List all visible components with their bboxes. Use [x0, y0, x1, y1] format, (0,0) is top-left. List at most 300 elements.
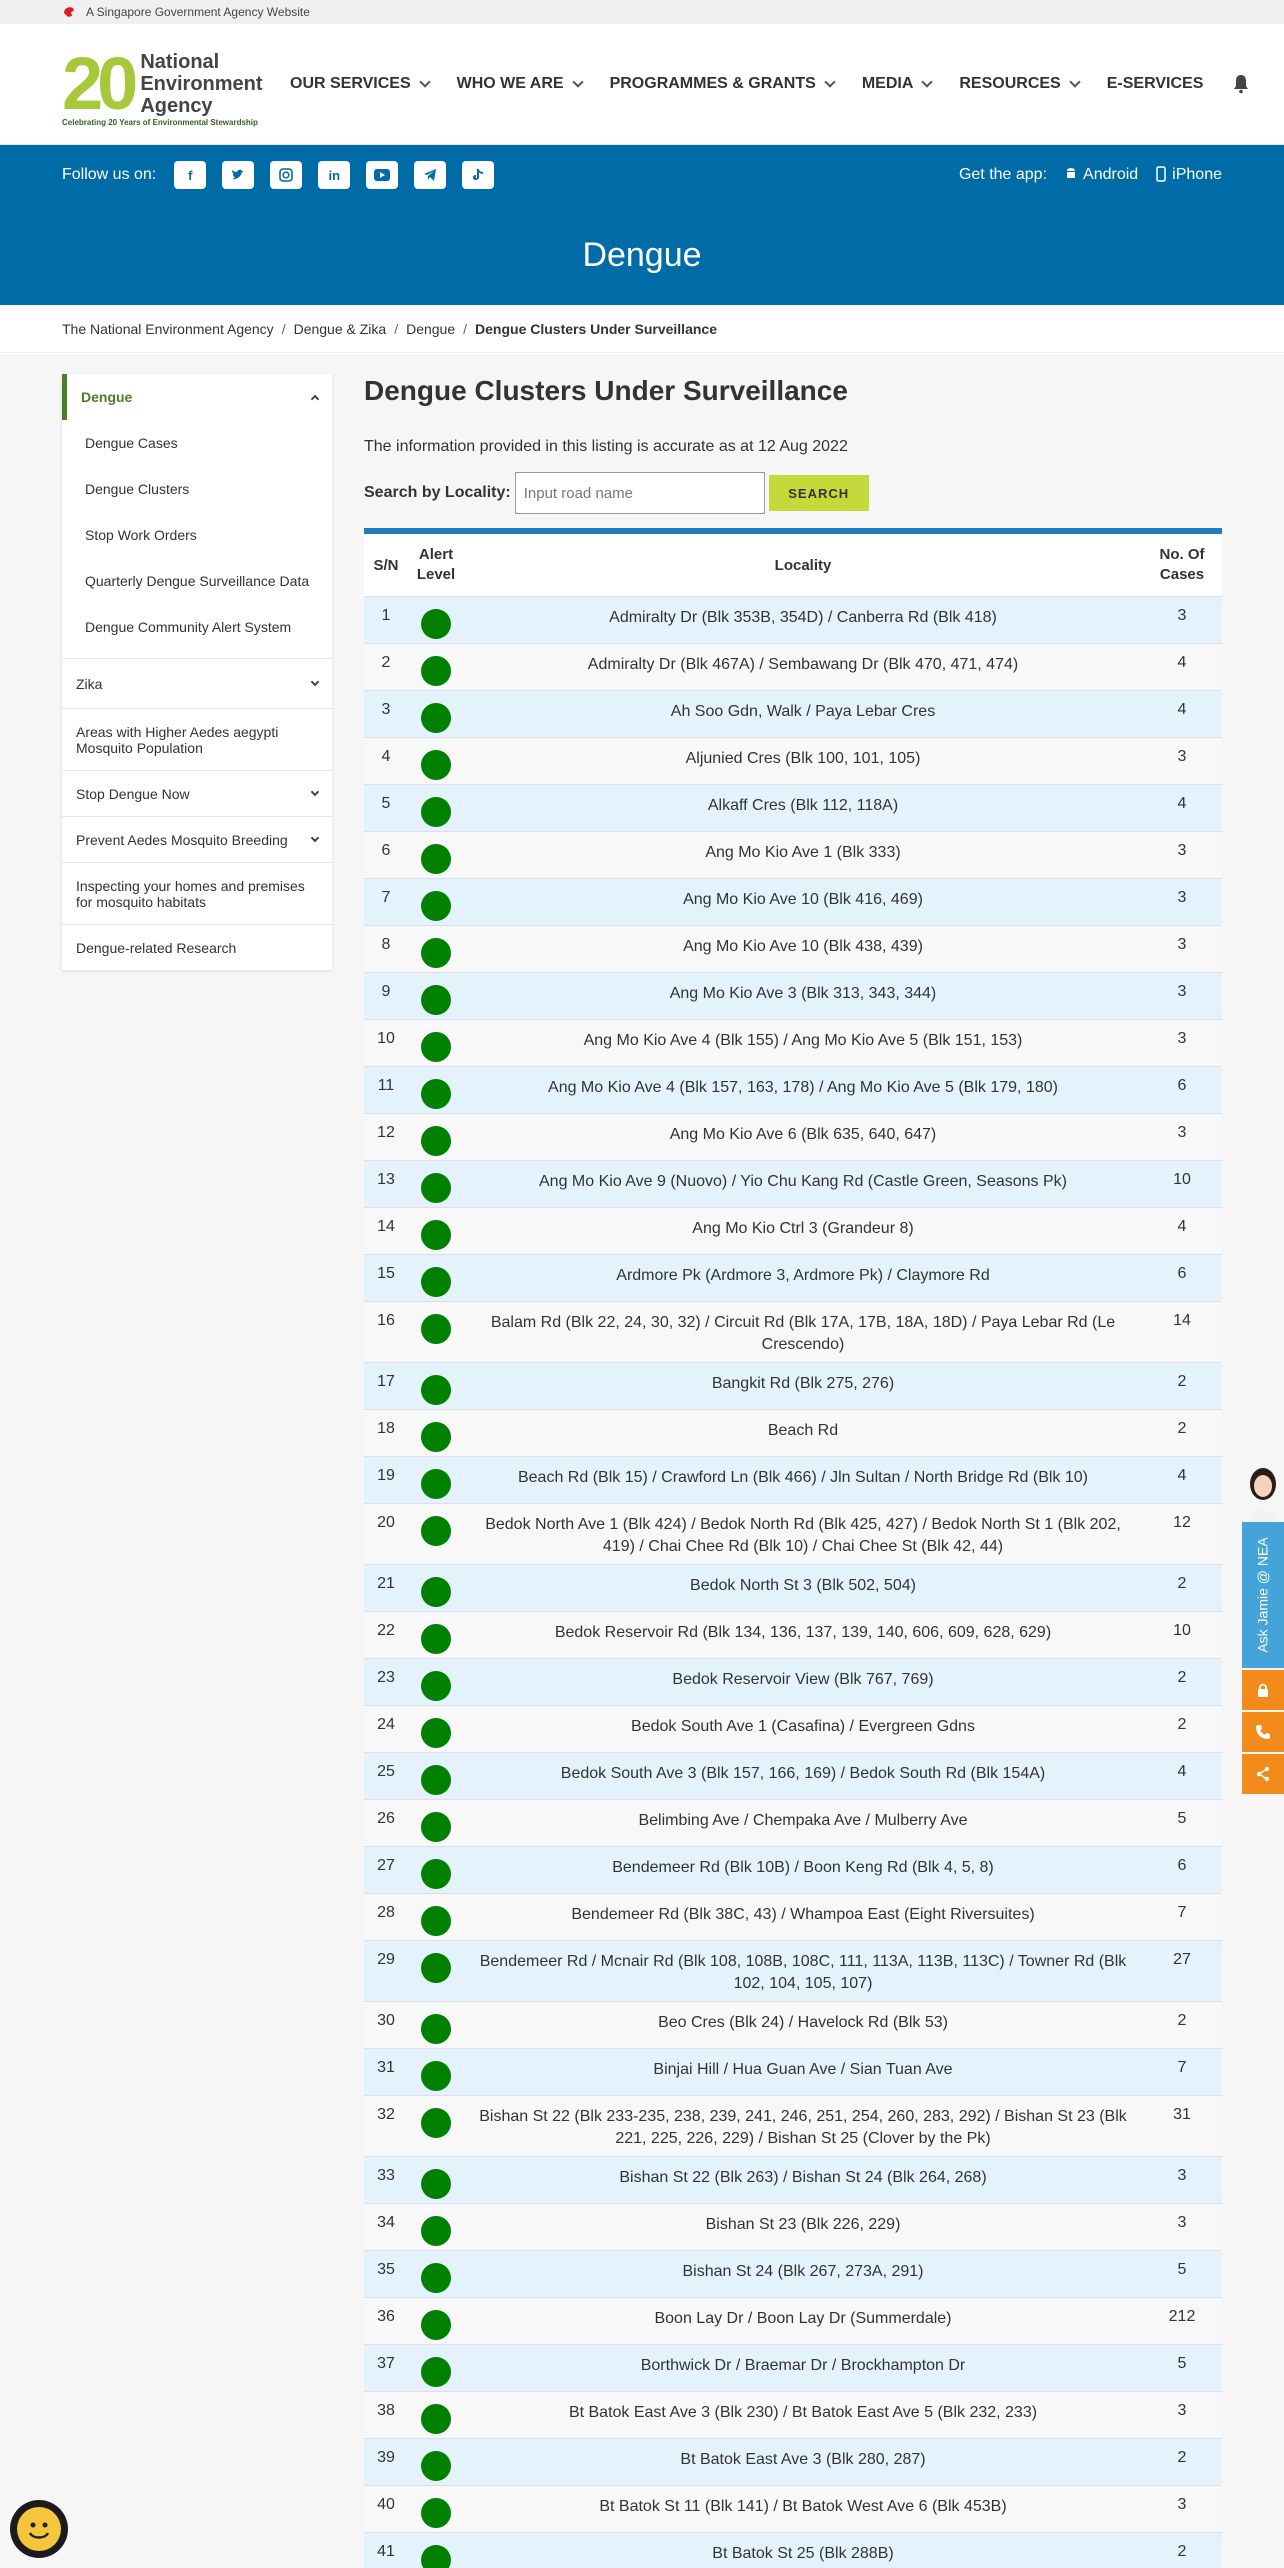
- alert-dot-icon: [421, 2216, 451, 2246]
- table-row: [364, 1564, 1222, 1611]
- cell-locality: Bendemeer Rd / Mcnair Rd (Blk 108, 108B, 108C, 111, 113A, 113B, 113C) / Towner Rd (Blk 102, 104, 105, 107): [479, 1953, 1127, 1992]
- alert-dot-icon: [421, 1469, 451, 1499]
- table-row: [364, 1940, 1222, 2001]
- alert-dot-icon: [421, 1671, 451, 1701]
- cell-cases: 2: [1177, 1420, 1187, 1437]
- cell-locality: Bishan St 22 (Blk 263) / Bishan St 24 (Blk 264, 268): [619, 2169, 987, 2186]
- chevron-down-icon: [311, 787, 319, 795]
- nav-who-we-are[interactable]: WHO WE ARE: [457, 75, 582, 93]
- sidebar-subitem[interactable]: Dengue Community Alert System: [85, 619, 292, 635]
- cell-alert-level: [408, 644, 464, 690]
- clusters-table: [364, 528, 1222, 2568]
- cell-cases: 2: [1177, 1373, 1187, 1390]
- cell-sn: 34: [377, 2214, 395, 2231]
- cell-cases: 14: [1173, 1312, 1191, 1329]
- sidebar-item-stop-dengue[interactable]: Stop Dengue Now: [62, 770, 332, 816]
- cell-locality: Belimbing Ave / Chempaka Ave / Mulberry Ave: [638, 1812, 968, 1829]
- cell-locality: Bedok North Ave 1 (Blk 424) / Bedok North Rd (Blk 425, 427) / Bedok North St 1 (Blk 202, 419) / Chai Chee Rd (Blk 10) / Chai Chee St (Blk 42, 44): [485, 1516, 1121, 1555]
- cell-locality: Bendemeer Rd (Blk 38C, 43) / Whampoa East (Eight Riversuites): [571, 1906, 1035, 1923]
- alert-dot-icon: [421, 1032, 451, 1062]
- cell-sn: 6: [381, 842, 391, 859]
- breadcrumb-current: Dengue Clusters Under Surveillance: [475, 320, 717, 337]
- cell-alert-level: [408, 1114, 464, 1160]
- cell-alert-level: [408, 973, 464, 1019]
- cell-sn: 4: [381, 748, 391, 765]
- cell-sn: 7: [381, 889, 391, 906]
- cell-alert-level: [408, 2533, 464, 2568]
- cell-cases: 3: [1177, 889, 1187, 906]
- table-row: [364, 1254, 1222, 1301]
- alert-dot-icon: [421, 891, 451, 921]
- table-row: [364, 2001, 1222, 2048]
- phone-icon: [1156, 166, 1166, 185]
- cell-alert-level: [408, 2298, 464, 2344]
- alert-dot-icon: [421, 2404, 451, 2434]
- cell-locality: Bedok Reservoir View (Blk 767, 769): [672, 1671, 934, 1688]
- alert-dot-icon: [421, 2545, 451, 2568]
- cell-locality: Bangkit Rd (Blk 275, 276): [711, 1375, 895, 1392]
- cell-alert-level: [408, 2096, 464, 2156]
- cell-cases: 4: [1177, 1467, 1187, 1484]
- cell-cases: 2: [1177, 1669, 1187, 1686]
- gov-masthead: [0, 0, 1284, 24]
- cell-cases: 10: [1173, 1622, 1191, 1639]
- cell-sn: 22: [377, 1622, 395, 1639]
- chevron-up-icon: [311, 395, 319, 403]
- alert-dot-icon: [421, 1859, 451, 1889]
- nav-programmes-grants[interactable]: PROGRAMMES & GRANTS: [610, 75, 834, 93]
- chevron-down-icon: [572, 76, 583, 87]
- table-row: [364, 1799, 1222, 1846]
- cell-alert-level: [408, 2439, 464, 2485]
- cell-alert-level: [408, 2002, 464, 2048]
- cell-sn: 29: [377, 1951, 395, 1968]
- cell-alert-level: [408, 1457, 464, 1503]
- cell-cases: 4: [1177, 1763, 1187, 1780]
- cell-sn: 12: [377, 1124, 395, 1141]
- chevron-down-icon: [311, 833, 319, 841]
- cell-locality: Bishan St 24 (Blk 267, 273A, 291): [682, 2263, 924, 2280]
- alert-dot-icon: [421, 1765, 451, 1795]
- cell-sn: 38: [377, 2402, 395, 2419]
- alert-dot-icon: [421, 2108, 451, 2138]
- cell-sn: 33: [377, 2167, 395, 2184]
- cell-locality: Binjai Hill / Hua Guan Ave / Sian Tuan Ave: [653, 2061, 953, 2078]
- instagram-icon[interactable]: [270, 161, 302, 189]
- ask-jamie-button[interactable]: Ask Jamie @ NEA: [1242, 1522, 1284, 1668]
- sidebar-item-research[interactable]: Dengue-related Research: [62, 924, 332, 970]
- sidebar-item-prevent-breeding[interactable]: Prevent Aedes Mosquito Breeding: [62, 816, 332, 862]
- header-alert-level: Alert Level: [416, 546, 456, 583]
- cell-cases: 3: [1177, 842, 1187, 859]
- cell-locality: Ah Soo Gdn, Walk / Paya Lebar Cres: [670, 703, 936, 720]
- chat-widget: [1242, 1464, 1284, 1794]
- table-row: [364, 1658, 1222, 1705]
- table-row: [364, 2048, 1222, 2095]
- cell-cases: 3: [1177, 1124, 1187, 1141]
- cell-alert-level: [408, 1847, 464, 1893]
- cell-locality: Bishan St 23 (Blk 226, 229): [705, 2216, 901, 2233]
- table-row: [364, 1503, 1222, 1564]
- cell-sn: 2: [381, 654, 391, 671]
- table-row: [364, 1207, 1222, 1254]
- cell-sn: 1: [381, 607, 391, 624]
- header-sn: S/N: [373, 556, 399, 574]
- smiley-icon: [17, 2507, 61, 2551]
- hero-banner: [0, 205, 1284, 305]
- cell-locality: Boon Lay Dr / Boon Lay Dr (Summerdale): [654, 2310, 952, 2327]
- avatar[interactable]: [1242, 1464, 1284, 1522]
- cell-alert-level: [408, 597, 464, 643]
- table-row: [364, 643, 1222, 690]
- alert-dot-icon: [421, 656, 451, 686]
- breadcrumb: The National Environment Agency / Dengue & Zika / Dengue / Dengue Clusters Under Surveillance: [0, 305, 1284, 353]
- alert-dot-icon: [421, 1577, 451, 1607]
- cell-cases: 2: [1177, 2543, 1187, 2560]
- cell-locality: Bt Batok East Ave 3 (Blk 230) / Bt Batok East Ave 5 (Blk 232, 233): [568, 2404, 1038, 2421]
- search-input[interactable]: [515, 472, 765, 514]
- search-button[interactable]: SEARCH: [769, 475, 869, 511]
- get-app-label: Get the app:: [958, 166, 1048, 183]
- cell-sn: 35: [377, 2261, 395, 2278]
- cell-locality: Beach Rd: [767, 1422, 839, 1439]
- cell-sn: 17: [377, 1373, 395, 1390]
- table-row: [364, 2156, 1222, 2203]
- cell-locality: Bt Batok St 25 (Blk 288B): [712, 2545, 894, 2562]
- cell-sn: 18: [377, 1420, 395, 1437]
- sidebar-subitem[interactable]: Dengue Cases: [85, 435, 178, 451]
- nea-logo[interactable]: [62, 39, 262, 129]
- nav-resources[interactable]: RESOURCES: [959, 75, 1078, 93]
- cell-cases: 3: [1177, 1030, 1187, 1047]
- logo-20: 20: [62, 42, 133, 125]
- cell-sn: 36: [377, 2308, 395, 2325]
- cell-sn: 31: [377, 2059, 395, 2076]
- cell-alert-level: [408, 1800, 464, 1846]
- cell-cases: 2: [1177, 2012, 1187, 2029]
- cell-cases: 7: [1177, 2059, 1187, 2076]
- cell-locality: Aljunied Cres (Blk 100, 101, 105): [685, 750, 921, 767]
- hero-title: Dengue: [582, 235, 702, 274]
- youtube-icon[interactable]: [366, 161, 398, 189]
- alert-dot-icon: [421, 750, 451, 780]
- table-row: [364, 1019, 1222, 1066]
- cell-alert-level: [408, 1255, 464, 1301]
- page-title: Dengue Clusters Under Surveillance: [364, 375, 848, 406]
- cell-locality: Bedok South Ave 1 (Casafina) / Evergreen Gdns: [631, 1718, 975, 1735]
- table-row: [364, 1846, 1222, 1893]
- phone-icon[interactable]: [1242, 1712, 1284, 1752]
- cell-sn: 5: [381, 795, 391, 812]
- cell-locality: Ang Mo Kio Ave 10 (Blk 438, 439): [683, 938, 923, 955]
- cell-cases: 4: [1177, 1218, 1187, 1235]
- alert-dot-icon: [421, 1422, 451, 1452]
- cell-sn: 23: [377, 1669, 395, 1686]
- cell-locality: Ang Mo Kio Ave 1 (Blk 333): [705, 844, 901, 861]
- cell-sn: 16: [377, 1312, 395, 1329]
- cell-locality: Bishan St 22 (Blk 233-235, 238, 239, 241, 246, 251, 254, 260, 283, 292) / Bishan St 23 (Blk 221, 225, 226, 229) / Bishan St 25 (Clover by the Pk): [479, 2108, 1127, 2147]
- cell-alert-level: [408, 1504, 464, 1564]
- cell-locality: Bedok South Ave 3 (Blk 157, 166, 169) / Bedok South Rd (Blk 154A): [560, 1765, 1046, 1782]
- cell-alert-level: [408, 926, 464, 972]
- cell-cases: 3: [1177, 607, 1187, 624]
- twitter-icon[interactable]: [222, 161, 254, 189]
- alert-dot-icon: [421, 2014, 451, 2044]
- alert-dot-icon: [421, 985, 451, 1015]
- bell-icon[interactable]: [1229, 72, 1253, 96]
- sidebar-item-dengue[interactable]: Dengue: [62, 374, 332, 420]
- header-locality: Locality: [774, 556, 832, 574]
- alert-dot-icon: [421, 1624, 451, 1654]
- sidebar-subitem[interactable]: Dengue Clusters: [85, 481, 190, 497]
- sidebar-subitem[interactable]: Quarterly Dengue Surveillance Data: [85, 573, 310, 589]
- cell-cases: 6: [1177, 1857, 1187, 1874]
- cell-sn: 21: [377, 1575, 395, 1592]
- breadcrumb-link[interactable]: Dengue: [406, 320, 456, 337]
- lock-icon[interactable]: [1242, 1670, 1284, 1710]
- cell-sn: 32: [377, 2106, 395, 2123]
- cell-sn: 11: [377, 1077, 395, 1094]
- cell-locality: Ang Mo Kio Ave 3 (Blk 313, 343, 344): [669, 985, 937, 1002]
- cell-cases: 3: [1177, 2496, 1187, 2513]
- chatbot-button[interactable]: [10, 2500, 68, 2558]
- sidebar-item-inspecting-homes[interactable]: Inspecting your homes and premises for mosquito habitats: [62, 862, 332, 924]
- alert-dot-icon: [421, 938, 451, 968]
- table-row: [364, 1705, 1222, 1752]
- header-cases: No. Of Cases: [1159, 546, 1205, 583]
- telegram-icon[interactable]: [414, 161, 446, 189]
- cell-sn: 3: [381, 701, 391, 718]
- cell-locality: Bedok Reservoir Rd (Blk 134, 136, 137, 139, 140, 606, 609, 628, 629): [554, 1624, 1052, 1641]
- search-label: Search by Locality:: [364, 484, 511, 501]
- cell-locality: Alkaff Cres (Blk 112, 118A): [707, 797, 899, 814]
- cell-sn: 15: [377, 1265, 395, 1282]
- sidebar-item-zika[interactable]: Zika: [62, 658, 332, 708]
- cell-sn: 9: [381, 983, 391, 1000]
- cell-locality: Ang Mo Kio Ave 4 (Blk 155) / Ang Mo Kio Ave 5 (Blk 151, 153): [583, 1032, 1023, 1049]
- cell-alert-level: [408, 2049, 464, 2095]
- alert-dot-icon: [421, 2061, 451, 2091]
- cell-sn: 14: [377, 1218, 395, 1235]
- logo-tagline: Celebrating 20 Years of Environmental Stewardship: [62, 118, 258, 127]
- cell-cases: 212: [1168, 2308, 1196, 2325]
- singapore-lion-icon: [62, 5, 76, 19]
- cell-locality: Balam Rd (Blk 22, 24, 30, 32) / Circuit Rd (Blk 17A, 17B, 18A, 18D) / Paya Lebar Rd (Le Crescendo): [490, 1314, 1116, 1353]
- cell-locality: Ang Mo Kio Ave 6 (Blk 635, 640, 647): [669, 1126, 937, 1143]
- cell-alert-level: [408, 1208, 464, 1254]
- table-row: [364, 1113, 1222, 1160]
- alert-dot-icon: [421, 844, 451, 874]
- cell-locality: Admiralty Dr (Blk 467A) / Sembawang Dr (Blk 470, 471, 474): [587, 656, 1019, 673]
- cell-alert-level: [408, 1020, 464, 1066]
- cell-cases: 5: [1177, 2355, 1187, 2372]
- cell-sn: 10: [377, 1030, 395, 1047]
- cell-cases: 3: [1177, 2167, 1187, 2184]
- cell-cases: 27: [1173, 1951, 1191, 1968]
- logo-text: National Environment Agency: [140, 51, 263, 117]
- chevron-down-icon: [419, 76, 430, 87]
- cell-alert-level: [408, 1565, 464, 1611]
- locality-search: [364, 472, 1222, 514]
- cell-cases: 4: [1177, 654, 1187, 671]
- table-row: [364, 2203, 1222, 2250]
- nav-e-services[interactable]: E-SERVICES: [1106, 75, 1204, 92]
- chevron-down-icon: [922, 76, 933, 87]
- cell-sn: 40: [377, 2496, 395, 2513]
- table-row: [364, 1362, 1222, 1409]
- cell-sn: 13: [377, 1171, 395, 1188]
- table-row: [364, 972, 1222, 1019]
- cell-sn: 37: [377, 2355, 395, 2372]
- table-row: [364, 1456, 1222, 1503]
- cell-alert-level: [408, 2204, 464, 2250]
- table-row: [364, 831, 1222, 878]
- site-header: [0, 24, 1284, 145]
- cell-cases: 4: [1177, 701, 1187, 718]
- table-row: [364, 1409, 1222, 1456]
- table-row: [364, 925, 1222, 972]
- cell-cases: 5: [1177, 1810, 1187, 1827]
- cell-sn: 30: [377, 2012, 395, 2029]
- alert-dot-icon: [421, 1906, 451, 1936]
- table-row: [364, 2532, 1222, 2568]
- cell-locality: Borthwick Dr / Braemar Dr / Brockhampton Dr: [640, 2357, 966, 2374]
- table-row: [364, 878, 1222, 925]
- cell-alert-level: [408, 1067, 464, 1113]
- cell-cases: 3: [1177, 748, 1187, 765]
- cell-cases: 3: [1177, 936, 1187, 953]
- gov-masthead-text: A Singapore Government Agency Website: [86, 5, 310, 19]
- cell-cases: 10: [1173, 1171, 1191, 1188]
- share-icon[interactable]: [1242, 1754, 1284, 1794]
- breadcrumb-link[interactable]: Dengue & Zika: [293, 320, 387, 337]
- cell-alert-level: [408, 785, 464, 831]
- table-row: [364, 1160, 1222, 1207]
- cell-locality: Beach Rd (Blk 15) / Crawford Ln (Blk 466) / Jln Sultan / North Bridge Rd (Blk 10): [517, 1469, 1088, 1486]
- cell-sn: 27: [377, 1857, 395, 1874]
- cell-locality: Admiralty Dr (Blk 353B, 354D) / Canberra Rd (Blk 418): [609, 609, 997, 626]
- cell-alert-level: [408, 1410, 464, 1456]
- cell-sn: 26: [377, 1810, 395, 1827]
- cell-alert-level: [408, 1753, 464, 1799]
- cell-locality: Bt Batok East Ave 3 (Blk 280, 287): [680, 2451, 926, 2468]
- cell-cases: 7: [1177, 1904, 1187, 1921]
- cell-alert-level: [408, 2392, 464, 2438]
- cell-alert-level: [408, 691, 464, 737]
- cell-sn: 39: [377, 2449, 395, 2466]
- social-bar: [0, 145, 1284, 205]
- android-app-link[interactable]: Android: [1065, 166, 1138, 184]
- facebook-icon[interactable]: f: [174, 161, 206, 189]
- cell-locality: Ang Mo Kio Ctrl 3 (Grandeur 8): [692, 1220, 914, 1237]
- cell-locality: Ang Mo Kio Ave 9 (Nuovo) / Yio Chu Kang Rd (Castle Green, Seasons Pk): [539, 1173, 1067, 1190]
- cell-locality: Ardmore Pk (Ardmore 3, Ardmore Pk) / Claymore Rd: [616, 1267, 990, 1284]
- alert-dot-icon: [421, 1267, 451, 1297]
- iphone-app-link[interactable]: iPhone: [1156, 166, 1222, 185]
- alert-dot-icon: [421, 1812, 451, 1842]
- alert-dot-icon: [421, 2357, 451, 2387]
- main-nav: [290, 72, 1284, 96]
- cell-alert-level: [408, 832, 464, 878]
- cell-alert-level: [408, 738, 464, 784]
- cell-locality: Bt Batok St 11 (Blk 141) / Bt Batok West Ave 6 (Blk 453B): [599, 2498, 1007, 2515]
- cell-alert-level: [408, 2251, 464, 2297]
- table-header: [364, 534, 1222, 596]
- tiktok-icon[interactable]: [462, 161, 494, 189]
- cell-cases: 3: [1177, 2402, 1187, 2419]
- chevron-down-icon: [311, 677, 319, 685]
- sidebar-subitem[interactable]: Stop Work Orders: [85, 527, 197, 543]
- main-content: [364, 354, 1222, 2568]
- cell-cases: 3: [1177, 2214, 1187, 2231]
- alert-dot-icon: [421, 2169, 451, 2199]
- sidebar-item-aedes-areas[interactable]: Areas with Higher Aedes aegypti Mosquito Population: [62, 708, 332, 770]
- cell-cases: 6: [1177, 1265, 1187, 1282]
- cell-alert-level: [408, 1612, 464, 1658]
- nav-our-services[interactable]: OUR SERVICES: [290, 75, 429, 93]
- cell-locality: Ang Mo Kio Ave 10 (Blk 416, 469): [683, 891, 923, 908]
- cell-alert-level: [408, 2157, 464, 2203]
- cell-locality: Beo Cres (Blk 24) / Havelock Rd (Blk 53): [658, 2014, 948, 2031]
- alert-dot-icon: [421, 1375, 451, 1405]
- breadcrumb-link[interactable]: The National Environment Agency: [62, 320, 274, 337]
- table-body: [364, 596, 1222, 2568]
- table-row: [364, 784, 1222, 831]
- cell-cases: 3: [1177, 983, 1187, 1000]
- alert-dot-icon: [421, 797, 451, 827]
- cell-cases: 2: [1177, 1575, 1187, 1592]
- alert-dot-icon: [421, 2263, 451, 2293]
- alert-dot-icon: [421, 1173, 451, 1203]
- cell-alert-level: [408, 1161, 464, 1207]
- alert-dot-icon: [421, 1953, 451, 1983]
- sidebar: [62, 374, 332, 970]
- cell-alert-level: [408, 2486, 464, 2532]
- alert-dot-icon: [421, 2310, 451, 2340]
- alert-dot-icon: [421, 1126, 451, 1156]
- chevron-down-icon: [824, 76, 835, 87]
- table-row: [364, 2391, 1222, 2438]
- cell-sn: 28: [377, 1904, 395, 1921]
- cell-sn: 20: [377, 1514, 395, 1531]
- table-row: [364, 690, 1222, 737]
- cell-sn: 24: [377, 1716, 395, 1733]
- alert-dot-icon: [421, 609, 451, 639]
- table-row: [364, 2344, 1222, 2391]
- table-row: [364, 2297, 1222, 2344]
- cell-alert-level: [408, 1659, 464, 1705]
- cell-sn: 19: [377, 1467, 395, 1484]
- cell-cases: 2: [1177, 2449, 1187, 2466]
- nav-media[interactable]: MEDIA: [862, 75, 932, 93]
- alert-dot-icon: [421, 1079, 451, 1109]
- cell-alert-level: [408, 1894, 464, 1940]
- cell-alert-level: [408, 1941, 464, 2001]
- table-row: [364, 1301, 1222, 1362]
- alert-dot-icon: [421, 2451, 451, 2481]
- cell-cases: 5: [1177, 2261, 1187, 2278]
- table-row: [364, 737, 1222, 784]
- cell-cases: 2: [1177, 1716, 1187, 1733]
- table-row: [364, 1611, 1222, 1658]
- cell-cases: 12: [1173, 1514, 1191, 1531]
- linkedin-icon[interactable]: in: [318, 161, 350, 189]
- table-row: [364, 1893, 1222, 1940]
- table-row: [364, 2095, 1222, 2156]
- alert-dot-icon: [421, 1220, 451, 1250]
- table-row: [364, 2485, 1222, 2532]
- table-row: [364, 1752, 1222, 1799]
